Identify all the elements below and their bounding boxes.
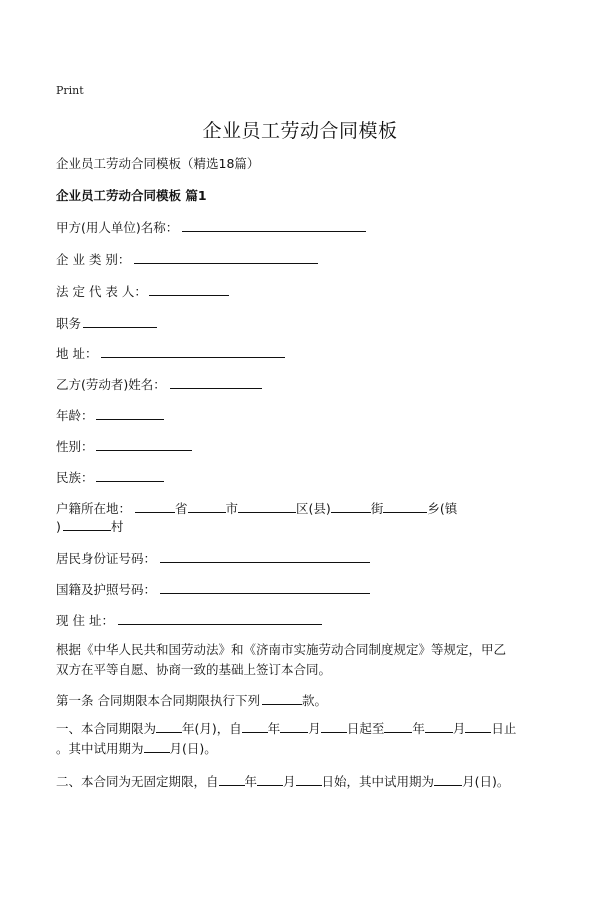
- province-label: 省: [175, 501, 188, 516]
- blank-line: [238, 499, 296, 513]
- clause-text: 日起至: [346, 721, 385, 736]
- blank-line: [134, 250, 318, 264]
- clause-text: 一、本合同期限为: [56, 721, 157, 736]
- blank-line: [331, 499, 371, 513]
- field-label: 企 业 类 别：: [56, 252, 131, 267]
- clause-text: 日止: [491, 721, 517, 736]
- article-text: 第一条 合同期限本合同期限执行下列: [56, 693, 260, 708]
- blank-line: [434, 772, 462, 786]
- clause-text: 月: [308, 721, 321, 736]
- field-age: [56, 406, 164, 424]
- village-label: 村: [110, 519, 124, 534]
- clause-text: 月: [452, 721, 466, 736]
- field-label: 性别：: [56, 439, 94, 454]
- print-label[interactable]: Print: [56, 84, 84, 97]
- field-passport: [56, 580, 370, 598]
- blank-line: [465, 719, 491, 733]
- paragraph-line: 双方在平等自愿、协商一致的基础上签订本合同。: [56, 662, 332, 677]
- field-employee-name: [56, 375, 262, 393]
- blank-line: [182, 218, 366, 232]
- district-label: 区(县): [296, 501, 331, 516]
- city-label: 市: [225, 501, 239, 516]
- blank-line: [296, 772, 322, 786]
- field-id-number: [56, 549, 370, 567]
- field-position: [56, 314, 157, 332]
- field-legal-rep: [56, 282, 229, 300]
- clause-text: 年: [412, 721, 425, 736]
- field-label: 现 住 址：: [56, 613, 114, 628]
- field-address: [56, 344, 285, 362]
- field-company-type: [56, 250, 318, 268]
- blank-line: [156, 719, 182, 733]
- field-label: 职务: [56, 316, 82, 331]
- clause-text: 二、本合同为无固定期限，自: [56, 774, 219, 789]
- field-label: 居民身份证号码：: [56, 551, 157, 566]
- blank-line: [280, 719, 308, 733]
- field-label: 法 定 代 表 人：: [56, 284, 147, 299]
- term-clause-1: [56, 719, 548, 759]
- field-label: 民族：: [56, 470, 94, 485]
- blank-line: [384, 719, 412, 733]
- paragraph-line: [56, 739, 548, 759]
- field-village: [56, 517, 123, 535]
- field-label: 甲方(用人单位)名称：: [56, 220, 179, 235]
- blank-line: [144, 739, 170, 753]
- basis-paragraph: [56, 640, 548, 680]
- field-household: [56, 499, 457, 517]
- paragraph-line: [56, 719, 548, 739]
- blank-line: [188, 499, 226, 513]
- blank-line: [160, 580, 370, 594]
- blank-line: [160, 549, 370, 563]
- township-label: 乡(镇: [427, 501, 458, 516]
- field-employer-name: [56, 218, 366, 236]
- article-1: [56, 691, 327, 709]
- blank-line: [135, 499, 175, 513]
- field-label: 户籍所在地：: [56, 501, 132, 516]
- article-text: 款。: [301, 693, 327, 708]
- field-label: 乙方(劳动者)姓名：: [56, 377, 166, 392]
- blank-line: [383, 499, 427, 513]
- field-label: 国籍及护照号码：: [56, 582, 157, 597]
- blank-line: [262, 691, 302, 705]
- field-label: 年龄：: [56, 408, 94, 423]
- field-label: 地 址：: [56, 346, 98, 361]
- blank-line: [425, 719, 453, 733]
- field-current-address: [56, 611, 322, 629]
- blank-line: [170, 375, 262, 389]
- street-label: 街: [370, 501, 384, 516]
- blank-line: [242, 719, 268, 733]
- document-title: 企业员工劳动合同模板: [202, 120, 398, 142]
- blank-line: [83, 314, 157, 328]
- clause-text: 月: [283, 774, 296, 789]
- blank-line: [257, 772, 283, 786]
- paragraph-line: 根据《中华人民共和国劳动法》和《济南市实施劳动合同制度规定》等规定，甲乙: [56, 642, 507, 657]
- blank-line: [101, 344, 285, 358]
- clause-text: 年(月)，自: [182, 721, 242, 736]
- section-heading: 企业员工劳动合同模板 篇1: [56, 188, 207, 203]
- clause-text: 。其中试用期为: [56, 741, 144, 756]
- field-gender: [56, 437, 192, 455]
- blank-line: [219, 772, 245, 786]
- blank-line: [96, 437, 192, 451]
- clause-text: 月(日)。: [462, 774, 510, 789]
- clause-text: 日始，其中试用期为: [321, 774, 435, 789]
- blank-line: [96, 406, 164, 420]
- term-clause-2: [56, 772, 509, 790]
- blank-line: [149, 282, 229, 296]
- blank-line: [96, 468, 164, 482]
- blank-line: [321, 719, 347, 733]
- blank-line: [118, 611, 322, 625]
- clause-text: 年: [244, 774, 258, 789]
- clause-text: 年: [267, 721, 281, 736]
- village-paren: ): [56, 519, 61, 534]
- blank-line: [63, 517, 111, 531]
- document-subtitle: 企业员工劳动合同模板（精选18篇）: [56, 156, 260, 171]
- field-ethnicity: [56, 468, 164, 486]
- clause-text: 月(日)。: [169, 741, 217, 756]
